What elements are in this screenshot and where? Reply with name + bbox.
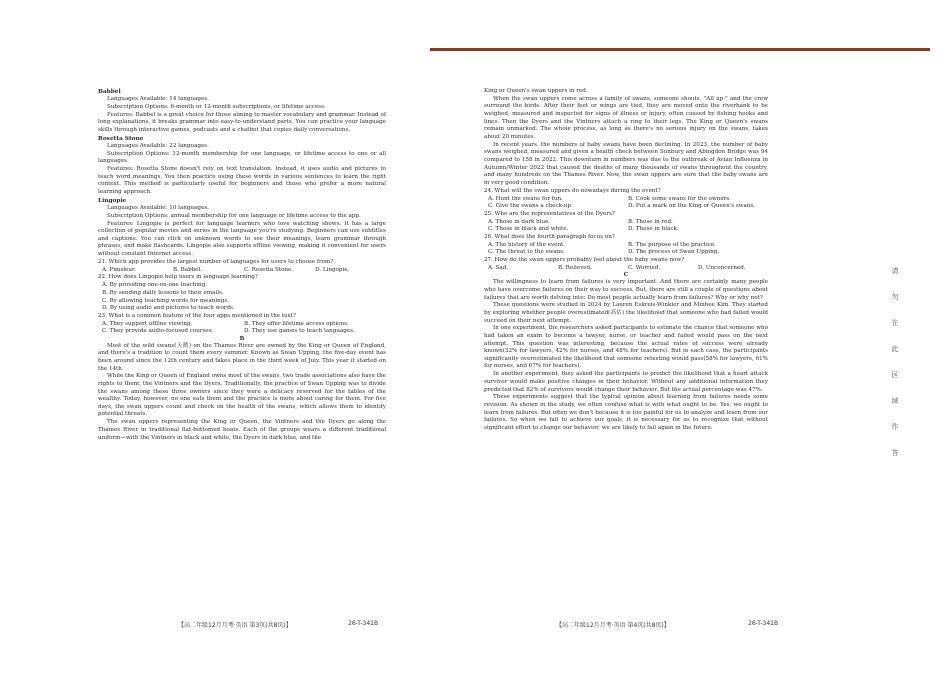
side-char: 在 bbox=[891, 319, 899, 327]
option: C. Give the swans a check-up. bbox=[488, 203, 573, 210]
option: A. Sad. bbox=[488, 264, 509, 271]
paragraph: The swan uppers representing the King or Queen, the Vintners and the Dyers go along the Thames River in traditional flat-bottomed boats. Each of the groups wears a different traditional uniform—with the Vintners in black and white, the Dyers in dark blue, and the bbox=[98, 419, 386, 441]
paragraph: In another experiment, they asked the participants to predict the likelihood that a heart attack survivor would make positive changes in their behavior. Without any additional information they predicted that 82% of survivors would change their behavior. But the actual percentage was 47%. bbox=[484, 371, 768, 393]
paragraph: The willingness to learn from failures is very important. And there are certainly many people who have overcome failures on their way to success. But, there are still a couple of questions about failures that are worth delving into: Do most people actually learn from failures? Why or why not? bbox=[484, 279, 768, 301]
app-title-babbel: Babbel bbox=[98, 89, 121, 95]
option: A. Those in dark blue. bbox=[488, 218, 551, 225]
paragraph: Features: Babbel is a great choice for those aiming to master vocabulary and grammar. Instead of long explanations, it breaks grammar into easy-to-understand parts. You can practice your language skills through interactive games, podcasts and a chatbot that copies daily conversations. bbox=[98, 111, 386, 133]
question-25: 25. Who are the representatives of the Dyers? bbox=[484, 210, 615, 217]
option: D. Lingopie. bbox=[315, 266, 350, 273]
page-3-column bbox=[98, 88, 386, 442]
option: D. Those in black. bbox=[628, 226, 679, 233]
option: A. They support offline viewing. bbox=[102, 320, 193, 327]
option: A. The history of the event. bbox=[488, 241, 566, 248]
option: A. By providing one-on-one teaching. bbox=[102, 282, 208, 289]
option: D. Put a mark on the King or Queen's swans. bbox=[628, 203, 756, 210]
option: B. Those in red. bbox=[628, 218, 673, 225]
paragraph: Features: Lingopie is perfect for language learners who love watching shows. It has a large collection of popular movies and series in the language you're studying. Beginners can use subtitles and captions. You can click on unknown words to see their meanings, learn grammar through phrases, and make flashcards. Lingopie also supports offline viewing, making it convenient for users without constant Internet access. bbox=[98, 220, 386, 258]
options-27 bbox=[484, 265, 768, 273]
paragraph: Subscription Options: 12-month membership for one language, or lifetime access to one or all languages. bbox=[98, 150, 386, 165]
paragraph: These experiments suggest that the typical opinion about learning from failures needs some revision. As shown in the study, we often confuse what is with what ought to be. Yes, we ought to learn from failures. But often we don't because it is too painful for us to analyze and learn from our failures. So when we fail to achieve our goals, it is necessary for us to recognize that without significant effort to change our behavior, we are likely to fail again in the future. bbox=[484, 394, 768, 431]
option: D. They use games to teach languages. bbox=[244, 328, 355, 335]
option: C. By allowing teaching words for meanings. bbox=[102, 297, 230, 304]
option: B. Cook some swans for the owners. bbox=[628, 195, 731, 202]
side-char: 请 bbox=[891, 267, 899, 275]
option: A. Pimsleur. bbox=[102, 266, 136, 273]
side-char: 域 bbox=[891, 397, 899, 405]
question-22: 22. How does Lingopie help users in language learning? bbox=[98, 274, 258, 281]
options-24 bbox=[484, 196, 768, 211]
no-answer-zone-label bbox=[888, 258, 902, 466]
option: D. By using audio and pictures to teach words. bbox=[102, 305, 235, 312]
options-23 bbox=[98, 321, 386, 336]
options-22 bbox=[98, 282, 386, 312]
side-char: 勿 bbox=[891, 293, 899, 301]
question-24: 24. What will the swan uppers do nowadays during the event? bbox=[484, 187, 661, 194]
option: A. Hunt the swans for fun. bbox=[488, 195, 563, 202]
side-char: 此 bbox=[891, 345, 899, 353]
page-3-footer-code: 26-T-341B bbox=[348, 620, 379, 627]
app-title-rosetta: Rosetta Stone bbox=[98, 135, 144, 142]
options-26 bbox=[484, 242, 768, 257]
option: C. The threat to the swans. bbox=[488, 249, 565, 256]
question-27: 27. How do the swan uppers probably feel about the baby swans now? bbox=[484, 256, 685, 263]
paragraph: King or Queen's swan uppers in red. bbox=[484, 88, 588, 94]
paragraph: Languages Available: 10 languages. bbox=[107, 204, 209, 211]
question-23: 23. What is a common feature of the four apps mentioned in the text? bbox=[98, 312, 296, 319]
page-4-footer-title: 【高二年级12月月考·英语 第4页(共8页)】 bbox=[556, 622, 670, 629]
paragraph: Languages Available: 22 languages. bbox=[107, 142, 209, 149]
side-char: 作 bbox=[891, 423, 899, 431]
paragraph: Subscription Options: annual membership for one language or lifetime access to the app. bbox=[107, 212, 361, 219]
page-3-footer-title: 【高二年级12月月考·英语 第3页(共8页)】 bbox=[178, 622, 292, 629]
option: D. The process of Swan Upping. bbox=[628, 249, 720, 256]
paragraph: While the King or Queen of England owns most of the swans, two trade associations also have the rights to them: the Vintners and the Dyers. Traditionally, the practice of Swan Upping was to divide the swans among these three owners since they were a delicacy reserved for the tables of the wealthy. Today, however, no one eats them and the practice is more about caring for them. For five days, the swan uppers count and check on the health of the swans, which allows them to identify potential threats. bbox=[98, 373, 386, 418]
question-21: 21. Which app provides the largest number of languages for users to choose from? bbox=[98, 258, 334, 265]
paragraph: Most of the wild swans(天鹅) on the Thames River are owned by the King or Queen of England, and there's a tradition to count them every summer. Known as Swan Upping, the five-day event has been around since the 12th century and takes place in the third week of July. This year it started on the 14th. bbox=[98, 342, 386, 372]
paragraph: Languages Available: 14 languages. bbox=[107, 96, 209, 102]
page-4-column bbox=[484, 88, 768, 433]
top-rule bbox=[430, 48, 930, 51]
option: B. Relieved. bbox=[558, 264, 592, 271]
option: B. By sending daily lessons to their emails. bbox=[102, 289, 224, 296]
option: C. Rosetta Stone. bbox=[244, 266, 294, 273]
section-c-heading: C bbox=[623, 272, 629, 279]
option: B. Babbel. bbox=[173, 266, 203, 273]
options-25 bbox=[484, 219, 768, 234]
side-char: 区 bbox=[891, 371, 899, 379]
question-26: 26. What does the fourth paragraph focus on? bbox=[484, 233, 615, 240]
option: C. Worried. bbox=[628, 264, 661, 271]
option: B. They offer lifetime access options. bbox=[244, 320, 349, 327]
side-char: 答 bbox=[891, 449, 899, 457]
option: C. Those in black and white. bbox=[488, 226, 569, 233]
paragraph: Subscription Options: 6-month or 12-month subscriptions, or lifetime access. bbox=[107, 103, 326, 110]
paragraph: When the swan uppers come across a family of swans, someone shouts, "All up-" and the crew surround the birds. After their feet or wings are tied, they are moved onto the riverbank to be weighed, measured and inspected for signs of illness or injury, often caused by fishing hooks and lines. Then the Dyers and the Vintners attach a ring to their legs. The King or Queen's swans remain unmarked. The whole process, as long as there's no serious injury on the swans, takes about 20 minutes. bbox=[484, 95, 768, 140]
paragraph: In one experiment, the researchers asked participants to estimate the chance that someone who had taken an exam to become a lawyer, nurse, or teacher and failed would pass on the next attempt. This question was interesting, because the actual rates of success were already known(32% for lawyers, 42% for nurses, and 48% for teachers). But in each case, the participants significantly overestimated the likelihood that someone retesting would pass(58% for lawyers, 61% for nurses, and 67% for teachers). bbox=[484, 325, 768, 370]
app-title-lingopie: Lingopie bbox=[98, 197, 127, 204]
paragraph: These questions were studied in 2024 by Lauren Eskreis-Winkler and Minhee Kim. They started by exploring whether people overestimated(高估) the likelihood that someone who had failed would succeed on their next attempt. bbox=[484, 302, 768, 324]
page-4-footer-code: 26-T-341B bbox=[748, 620, 779, 627]
paragraph: Features: Rosetta Stone doesn't rely on text translation. Instead, it uses audio and pictures to teach word meanings. You then practice using these words in various sentences to learn the right context. This method is particularly useful for beginners and those who prefer a more natural learning approach. bbox=[98, 166, 386, 196]
option: B. The purpose of the practice. bbox=[628, 241, 716, 248]
option: D. Unconcerned. bbox=[698, 264, 746, 271]
options-21 bbox=[98, 267, 386, 275]
option: C. They provide audio-focused courses. bbox=[102, 328, 214, 335]
paragraph: In recent years, the numbers of baby swans have been declining. In 2023, the number of baby swans weighed, measured and given a health check between Sunbury and Abingdon Bridge was 94 compared to 158 in 2022. This downturn in numbers was due to the outbreak of Avian Influenza in Autumn/Winter 2022 that caused the deaths of many thousands of swans throughout the country, and many hundreds on the Thames River. Now, the swan uppers are sure that the baby swans are in very good condition. bbox=[484, 141, 768, 186]
section-b-heading: B bbox=[239, 335, 245, 342]
